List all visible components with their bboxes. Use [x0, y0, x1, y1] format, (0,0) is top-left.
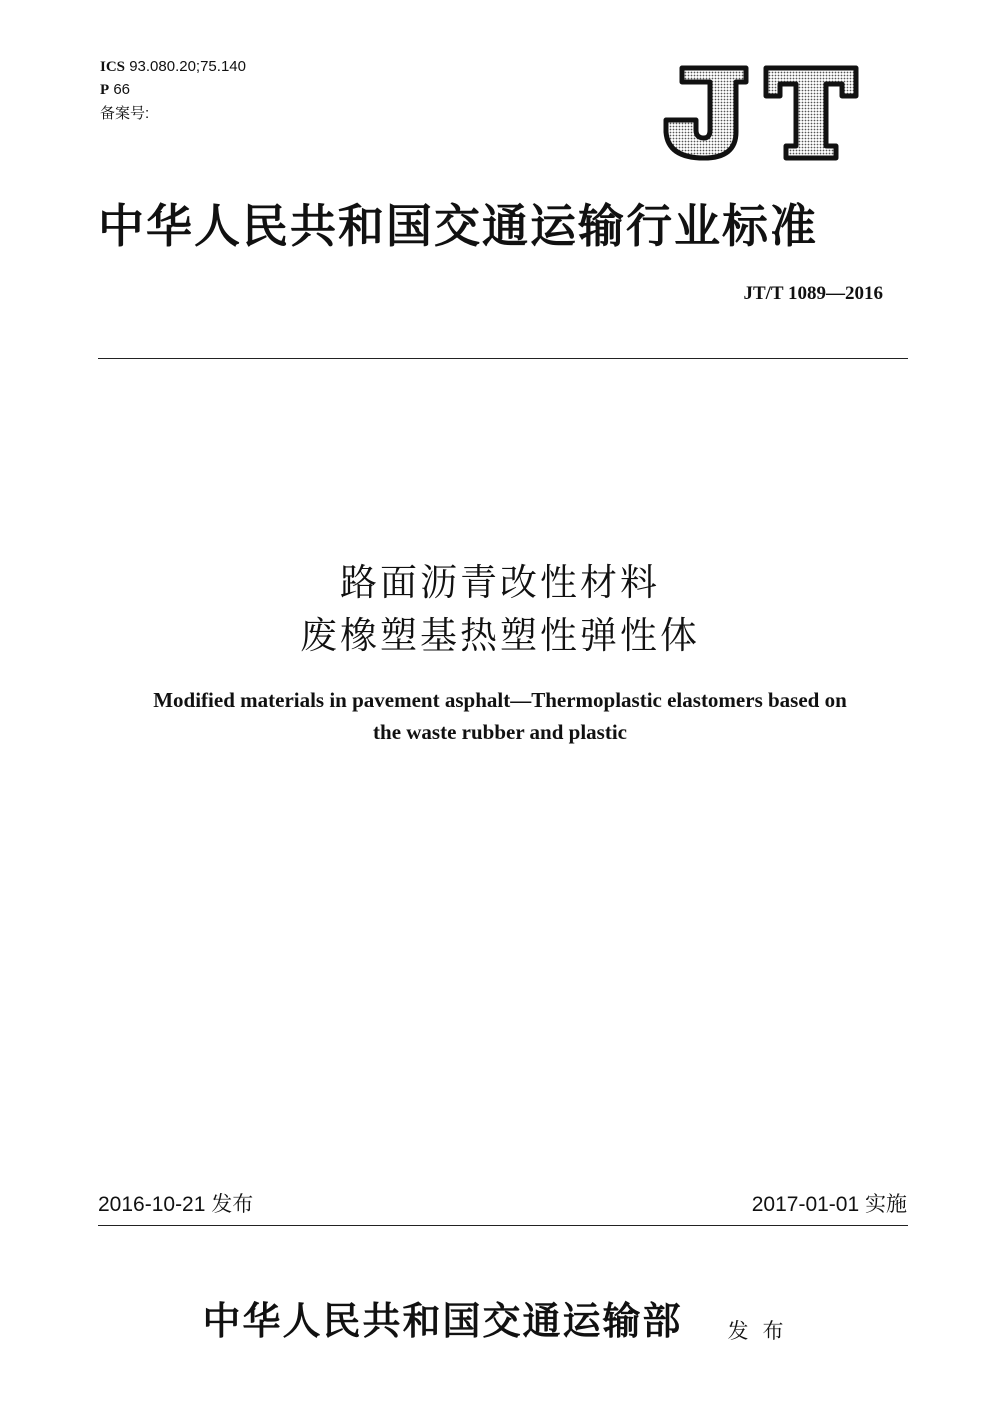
publisher-name: 中华人民共和国交通运输部: [202, 1298, 683, 1343]
bottom-divider: [98, 1225, 908, 1226]
ics-line: [100, 56, 246, 78]
en-title-line1: Modified materials in pavement asphalt—Thermoplastic elastomers based on: [153, 688, 847, 712]
p-label: P: [100, 82, 110, 98]
record-line: [100, 103, 149, 124]
en-title-line2: the waste rubber and plastic: [373, 720, 627, 744]
standard-code: JT/T 1089—2016: [743, 283, 883, 304]
jt-logo-j-shape: [666, 68, 746, 158]
record-label: 备案号:: [100, 105, 150, 122]
p-line: [100, 79, 130, 101]
org-title: 中华人民共和国交通运输行业标准: [98, 199, 818, 253]
cn-title-line2: 废橡塑基热塑性弹性体: [300, 614, 700, 657]
cn-title-line1: 路面沥青改性材料: [340, 561, 660, 604]
p-value: 66: [113, 81, 131, 98]
jt-logo: [660, 62, 860, 162]
jt-logo-text: JT: [660, 62, 662, 63]
issue-date: 2016-10-21 发布: [98, 1193, 254, 1216]
jt-logo-t-shape: [766, 68, 856, 158]
implement-date: 2017-01-01 实施: [751, 1193, 907, 1216]
ics-value: 93.080.20;75.140: [129, 58, 246, 75]
publisher-row: [0, 1290, 1000, 1345]
publish-word: 发布: [727, 1318, 798, 1343]
top-divider: [98, 358, 908, 359]
ics-label: ICS: [100, 59, 126, 75]
